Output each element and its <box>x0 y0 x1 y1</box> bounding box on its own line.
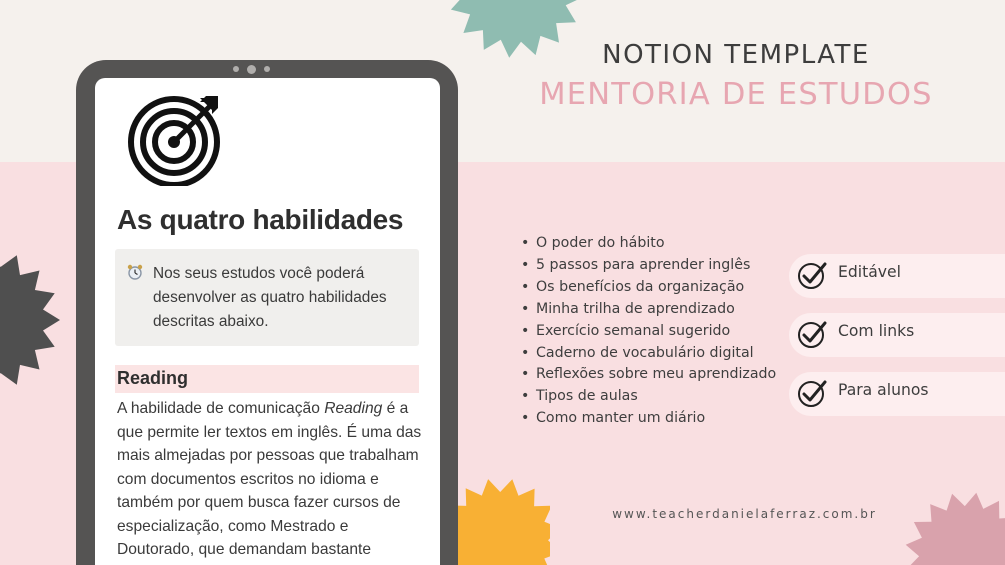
check-circle-icon <box>796 318 828 350</box>
badge-editavel <box>789 254 1005 298</box>
section-heading: Reading <box>117 368 189 388</box>
feature-item: • Os benefícios da organização <box>521 277 776 299</box>
feature-item: • Reflexões sobre meu aprendizado <box>521 364 776 386</box>
tablet-sensor-dot <box>264 66 270 72</box>
title-mentoria-de-estudos: MENTORIA DE ESTUDOS <box>539 77 933 112</box>
badge-label: Para alunos <box>838 381 929 399</box>
notion-page-screen[interactable] <box>95 78 440 565</box>
dark-burst-decoration <box>0 245 60 395</box>
alarm-clock-icon <box>127 264 143 280</box>
reading-paragraph <box>117 397 427 562</box>
paragraph-text-end: é a que permite ler textos em inglês. É uma das mais almejadas por pessoas que trabalham com documentos escritos no idioma e também por quem busca fazer cursos de especialização, como Mestrado e Doutorado, que demandam bastante <box>117 400 422 558</box>
page-title: As quatro habilidades <box>117 204 404 235</box>
mauve-burst-decoration <box>905 482 1005 565</box>
feature-item: • Exercício semanal sugerido <box>521 321 776 343</box>
target-icon <box>126 86 226 186</box>
feature-item: • Caderno de vocabulário digital <box>521 343 776 365</box>
paragraph-text-start: A habilidade de comunicação <box>117 400 325 417</box>
feature-item: • O poder do hábito <box>521 233 776 255</box>
badge-para-alunos <box>789 372 1005 416</box>
callout-text: Nos seus estudos você poderá desenvolver as quatro habilidades descritas abaixo. <box>153 265 387 330</box>
feature-item: • 5 passos para aprender inglês <box>521 255 776 277</box>
badge-label: Editável <box>838 263 901 281</box>
check-circle-icon <box>796 259 828 291</box>
feature-item: • Minha trilha de aprendizado <box>521 299 776 321</box>
features-list <box>521 233 776 430</box>
badge-label: Com links <box>838 322 915 340</box>
paragraph-emphasis: Reading <box>324 400 383 417</box>
title-notion-template: NOTION TEMPLATE <box>602 40 870 70</box>
badge-com-links <box>789 313 1005 357</box>
feature-item: • Tipos de aulas <box>521 386 776 408</box>
callout-block[interactable] <box>115 249 419 346</box>
website-url[interactable]: www.teacherdanielaferraz.com.br <box>612 507 877 521</box>
check-circle-icon <box>796 377 828 409</box>
tablet-sensor-dot <box>233 66 239 72</box>
tablet-camera <box>247 65 256 74</box>
feature-item: • Como manter um diário <box>521 408 776 430</box>
reading-heading-block[interactable] <box>115 365 419 393</box>
